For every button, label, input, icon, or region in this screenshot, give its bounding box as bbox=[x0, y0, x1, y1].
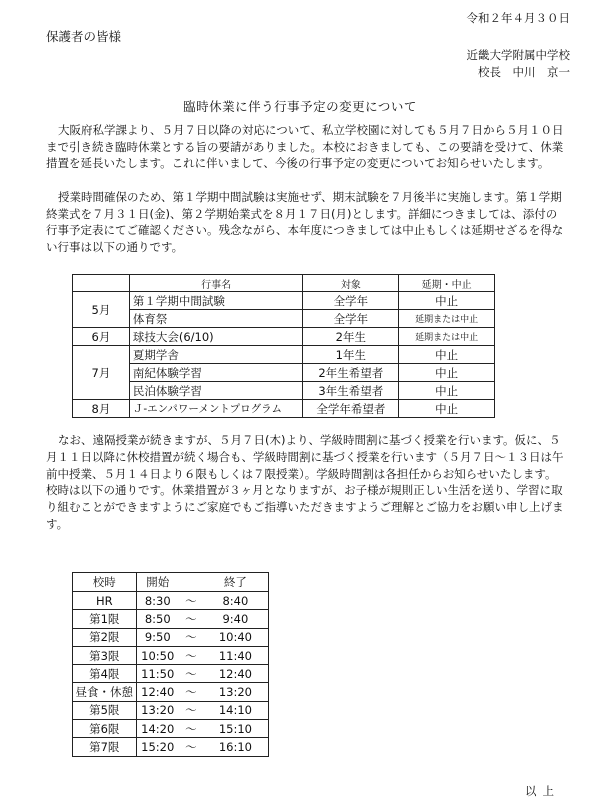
start-cell: 10:50 bbox=[136, 646, 179, 664]
range-separator: ～ bbox=[179, 646, 203, 664]
period-cell: HR bbox=[73, 592, 137, 610]
table-row bbox=[73, 400, 495, 418]
range-separator: ～ bbox=[179, 610, 203, 628]
event-cell: 民泊体験学習 bbox=[129, 382, 303, 400]
paragraph-schedule-change: 授業時間確保のため、第１学期中間試験は実施せず、期末試験を７月後半に実施します。第１学期終業式を７月３１日(金)、第２学期始業式を８月１７日(月)とします。詳細につきましては、添付の行事予定表にてご確認ください。残念ながら、本年度につきましては中止もしくは延期せざるを得ない行事は以下の通りです。 bbox=[46, 190, 564, 254]
end-cell: 8:40 bbox=[203, 592, 269, 610]
month-cell: 6月 bbox=[73, 328, 130, 346]
range-separator: ～ bbox=[179, 592, 203, 610]
period-schedule-table bbox=[72, 572, 269, 757]
addressee: 保護者の皆様 bbox=[46, 29, 122, 44]
table-row bbox=[73, 646, 269, 664]
table-row bbox=[73, 665, 269, 683]
document-title: 臨時休業に伴う行事予定の変更について bbox=[183, 99, 417, 114]
table-row bbox=[73, 701, 269, 719]
start-cell: 11:50 bbox=[136, 665, 179, 683]
range-separator: ～ bbox=[179, 683, 203, 701]
status-cell: 中止 bbox=[399, 364, 495, 382]
end-cell: 13:20 bbox=[203, 683, 269, 701]
end-cell: 9:40 bbox=[203, 610, 269, 628]
table-row bbox=[73, 310, 495, 328]
period-cell: 第3限 bbox=[73, 646, 137, 664]
end-cell: 16:10 bbox=[203, 738, 269, 756]
target-cell: 全学年 bbox=[303, 310, 399, 328]
event-cell: 球技大会(6/10) bbox=[129, 328, 303, 346]
table-row bbox=[73, 328, 495, 346]
header-start: 開始 bbox=[136, 573, 179, 592]
header-status: 延期・中止 bbox=[399, 275, 495, 292]
table-row bbox=[73, 720, 269, 738]
event-cell: 南紀体験学習 bbox=[129, 364, 303, 382]
event-cell: 体育祭 bbox=[129, 310, 303, 328]
range-separator: ～ bbox=[179, 738, 203, 756]
period-cell: 第2限 bbox=[73, 628, 137, 646]
range-separator: ～ bbox=[179, 701, 203, 719]
range-separator: ～ bbox=[179, 628, 203, 646]
end-cell: 12:40 bbox=[203, 665, 269, 683]
status-cell: 中止 bbox=[399, 382, 495, 400]
header-end: 終了 bbox=[203, 573, 269, 592]
status-cell: 延期または中止 bbox=[399, 328, 495, 346]
event-cell: Ｊ-エンパワーメントプログラム bbox=[129, 400, 303, 418]
month-cell: 7月 bbox=[73, 346, 130, 400]
closing-remark: 以上 bbox=[525, 784, 560, 798]
schedule-header-row bbox=[73, 573, 269, 592]
paragraph-intro: 大阪府私学課より、５月７日以降の対応について、私立学校園に対しても５月７日から５月１０日まで引き続き臨時休業とする旨の要請がありました。本校におきましても、この要請を受けて、休業措置を延長いたします。これに伴いまして、今後の行事予定の変更についてお知らせいたします。 bbox=[46, 123, 564, 170]
period-cell: 第5限 bbox=[73, 701, 137, 719]
end-cell: 15:10 bbox=[203, 720, 269, 738]
start-cell: 9:50 bbox=[136, 628, 179, 646]
events-table bbox=[72, 274, 495, 418]
range-separator: ～ bbox=[179, 720, 203, 738]
start-cell: 13:20 bbox=[136, 701, 179, 719]
event-cell: 第１学期中間試験 bbox=[129, 292, 303, 310]
period-cell: 昼食・休憩 bbox=[73, 683, 137, 701]
header-event: 行事名 bbox=[129, 275, 303, 292]
table-row bbox=[73, 592, 269, 610]
table-row bbox=[73, 610, 269, 628]
header-period: 校時 bbox=[73, 573, 137, 592]
target-cell: 2年生 bbox=[303, 328, 399, 346]
end-cell: 14:10 bbox=[203, 701, 269, 719]
events-header-row bbox=[73, 275, 495, 292]
status-cell: 中止 bbox=[399, 292, 495, 310]
period-cell: 第6限 bbox=[73, 720, 137, 738]
table-row bbox=[73, 382, 495, 400]
table-row bbox=[73, 683, 269, 701]
header-target: 対象 bbox=[303, 275, 399, 292]
start-cell: 15:20 bbox=[136, 738, 179, 756]
target-cell: 2年生希望者 bbox=[303, 364, 399, 382]
month-cell: 8月 bbox=[73, 400, 130, 418]
start-cell: 12:40 bbox=[136, 683, 179, 701]
start-cell: 14:20 bbox=[136, 720, 179, 738]
start-cell: 8:50 bbox=[136, 610, 179, 628]
status-cell: 延期または中止 bbox=[399, 310, 495, 328]
range-separator: ～ bbox=[179, 665, 203, 683]
target-cell: 1年生 bbox=[303, 346, 399, 364]
status-cell: 中止 bbox=[399, 346, 495, 364]
start-cell: 8:30 bbox=[136, 592, 179, 610]
end-cell: 10:40 bbox=[203, 628, 269, 646]
period-cell: 第7限 bbox=[73, 738, 137, 756]
principal-name: 校長 中川 京一 bbox=[478, 65, 570, 79]
table-row bbox=[73, 292, 495, 310]
school-name: 近畿大学附属中学校 bbox=[466, 48, 570, 62]
month-cell: 5月 bbox=[73, 292, 130, 328]
event-cell: 夏期学舎 bbox=[129, 346, 303, 364]
table-row bbox=[73, 364, 495, 382]
target-cell: 全学年希望者 bbox=[303, 400, 399, 418]
paragraph-remote-classes: なお、遠隔授業が続きますが、５月７日(木)より、学級時間割に基づく授業を行います。仮に、５月１１日以降に休校措置が続く場合も、学級時間割に基づく授業を行います（５月７日～１３日は午前中授業、５月１４日より６限もしくは７限授業）。学級時間割は各担任からお知らせいたします。校時は以下の通りです。休業措置が３ヶ月となりますが、お子様が規則正しい生活を送り、学習に取り組むことができますようにご家庭でもご指導いただきますようご理解とご協力をお願い申し上げます。 bbox=[46, 433, 564, 531]
document-date: 令和２年４月３０日 bbox=[466, 11, 570, 25]
status-cell: 中止 bbox=[399, 400, 495, 418]
period-cell: 第1限 bbox=[73, 610, 137, 628]
table-row bbox=[73, 346, 495, 364]
target-cell: 3年生希望者 bbox=[303, 382, 399, 400]
table-row bbox=[73, 628, 269, 646]
end-cell: 11:40 bbox=[203, 646, 269, 664]
table-row bbox=[73, 738, 269, 756]
target-cell: 全学年 bbox=[303, 292, 399, 310]
period-cell: 第4限 bbox=[73, 665, 137, 683]
